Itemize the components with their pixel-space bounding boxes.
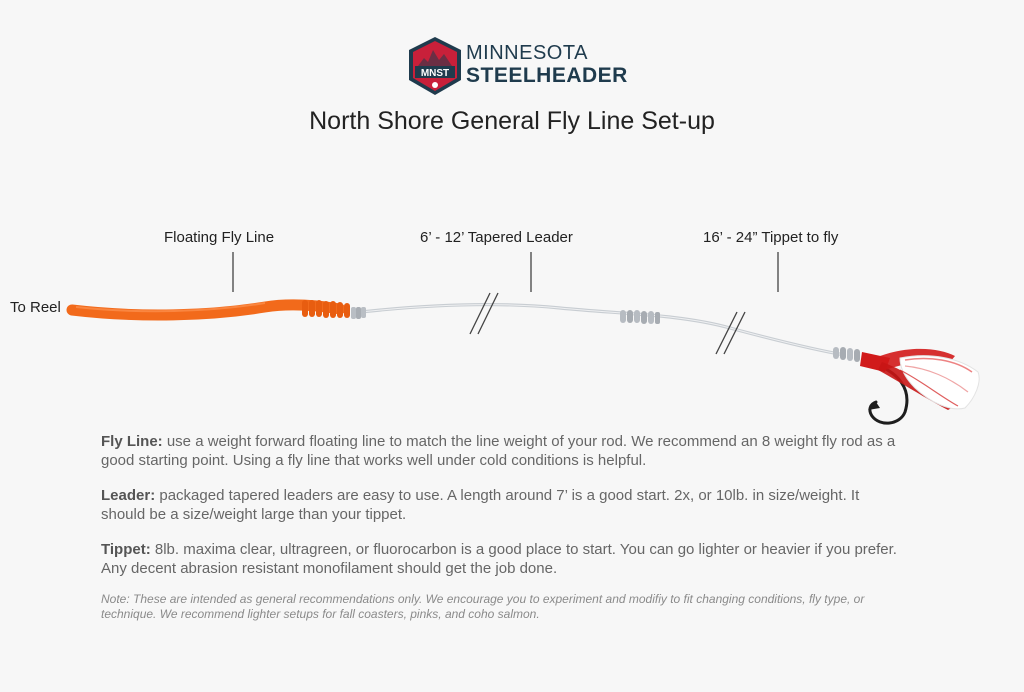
page-title: North Shore General Fly Line Set-up <box>309 107 715 135</box>
label-to-reel: To Reel <box>10 299 61 316</box>
note-leader <box>101 486 901 524</box>
fly-line-loop-wraps <box>302 300 350 318</box>
footnote: Note: These are intended as general recommendations only. We encourage you to experiment and modifiy to fit changing conditions, fly type, or technique. We recommend lighter setups for fall coasters, pinks, and coho salmon. <box>101 592 865 621</box>
note-tippet <box>101 540 901 578</box>
break-mark-leader <box>470 293 498 334</box>
logo-line2: STEELHEADER <box>466 64 628 87</box>
leader-tippet-line <box>352 305 845 355</box>
break-mark-tippet <box>716 312 745 354</box>
logo-line1: MINNESOTA <box>466 42 588 64</box>
notes-section <box>101 432 901 594</box>
note-fly-line <box>101 432 901 470</box>
label-leader: 6’ - 12’ Tapered Leader <box>420 229 573 246</box>
note-text: 8lb. maxima clear, ultragreen, or fluorocarbon is a good place to start. You can go lighter or heavier if you prefer. Any decent abrasion resistant monofilament should get the job done. <box>101 541 897 577</box>
label-fly-line: Floating Fly Line <box>164 229 275 246</box>
note-heading: Leader: <box>101 487 156 504</box>
leader-knot <box>351 307 366 319</box>
fly-knot <box>833 347 860 362</box>
streamer-fly-icon <box>860 349 979 410</box>
logo-badge-text: MNST <box>420 68 450 79</box>
note-text: packaged tapered leaders are easy to use. A length around 7’ is a good start. 2x, or 10lb. in size/weight. It should be a size/weight large than your tippet. <box>101 487 860 523</box>
note-heading: Tippet: <box>101 541 151 558</box>
label-tippet: 16’ - 24” Tippet to fly <box>703 229 839 246</box>
note-text: use a weight forward floating line to match the line weight of your rod. We recommend an 8 weight fly rod as a good starting point. Using a fly line that works well under cold conditions is helpful. <box>101 433 896 469</box>
note-heading: Fly Line: <box>101 433 163 450</box>
